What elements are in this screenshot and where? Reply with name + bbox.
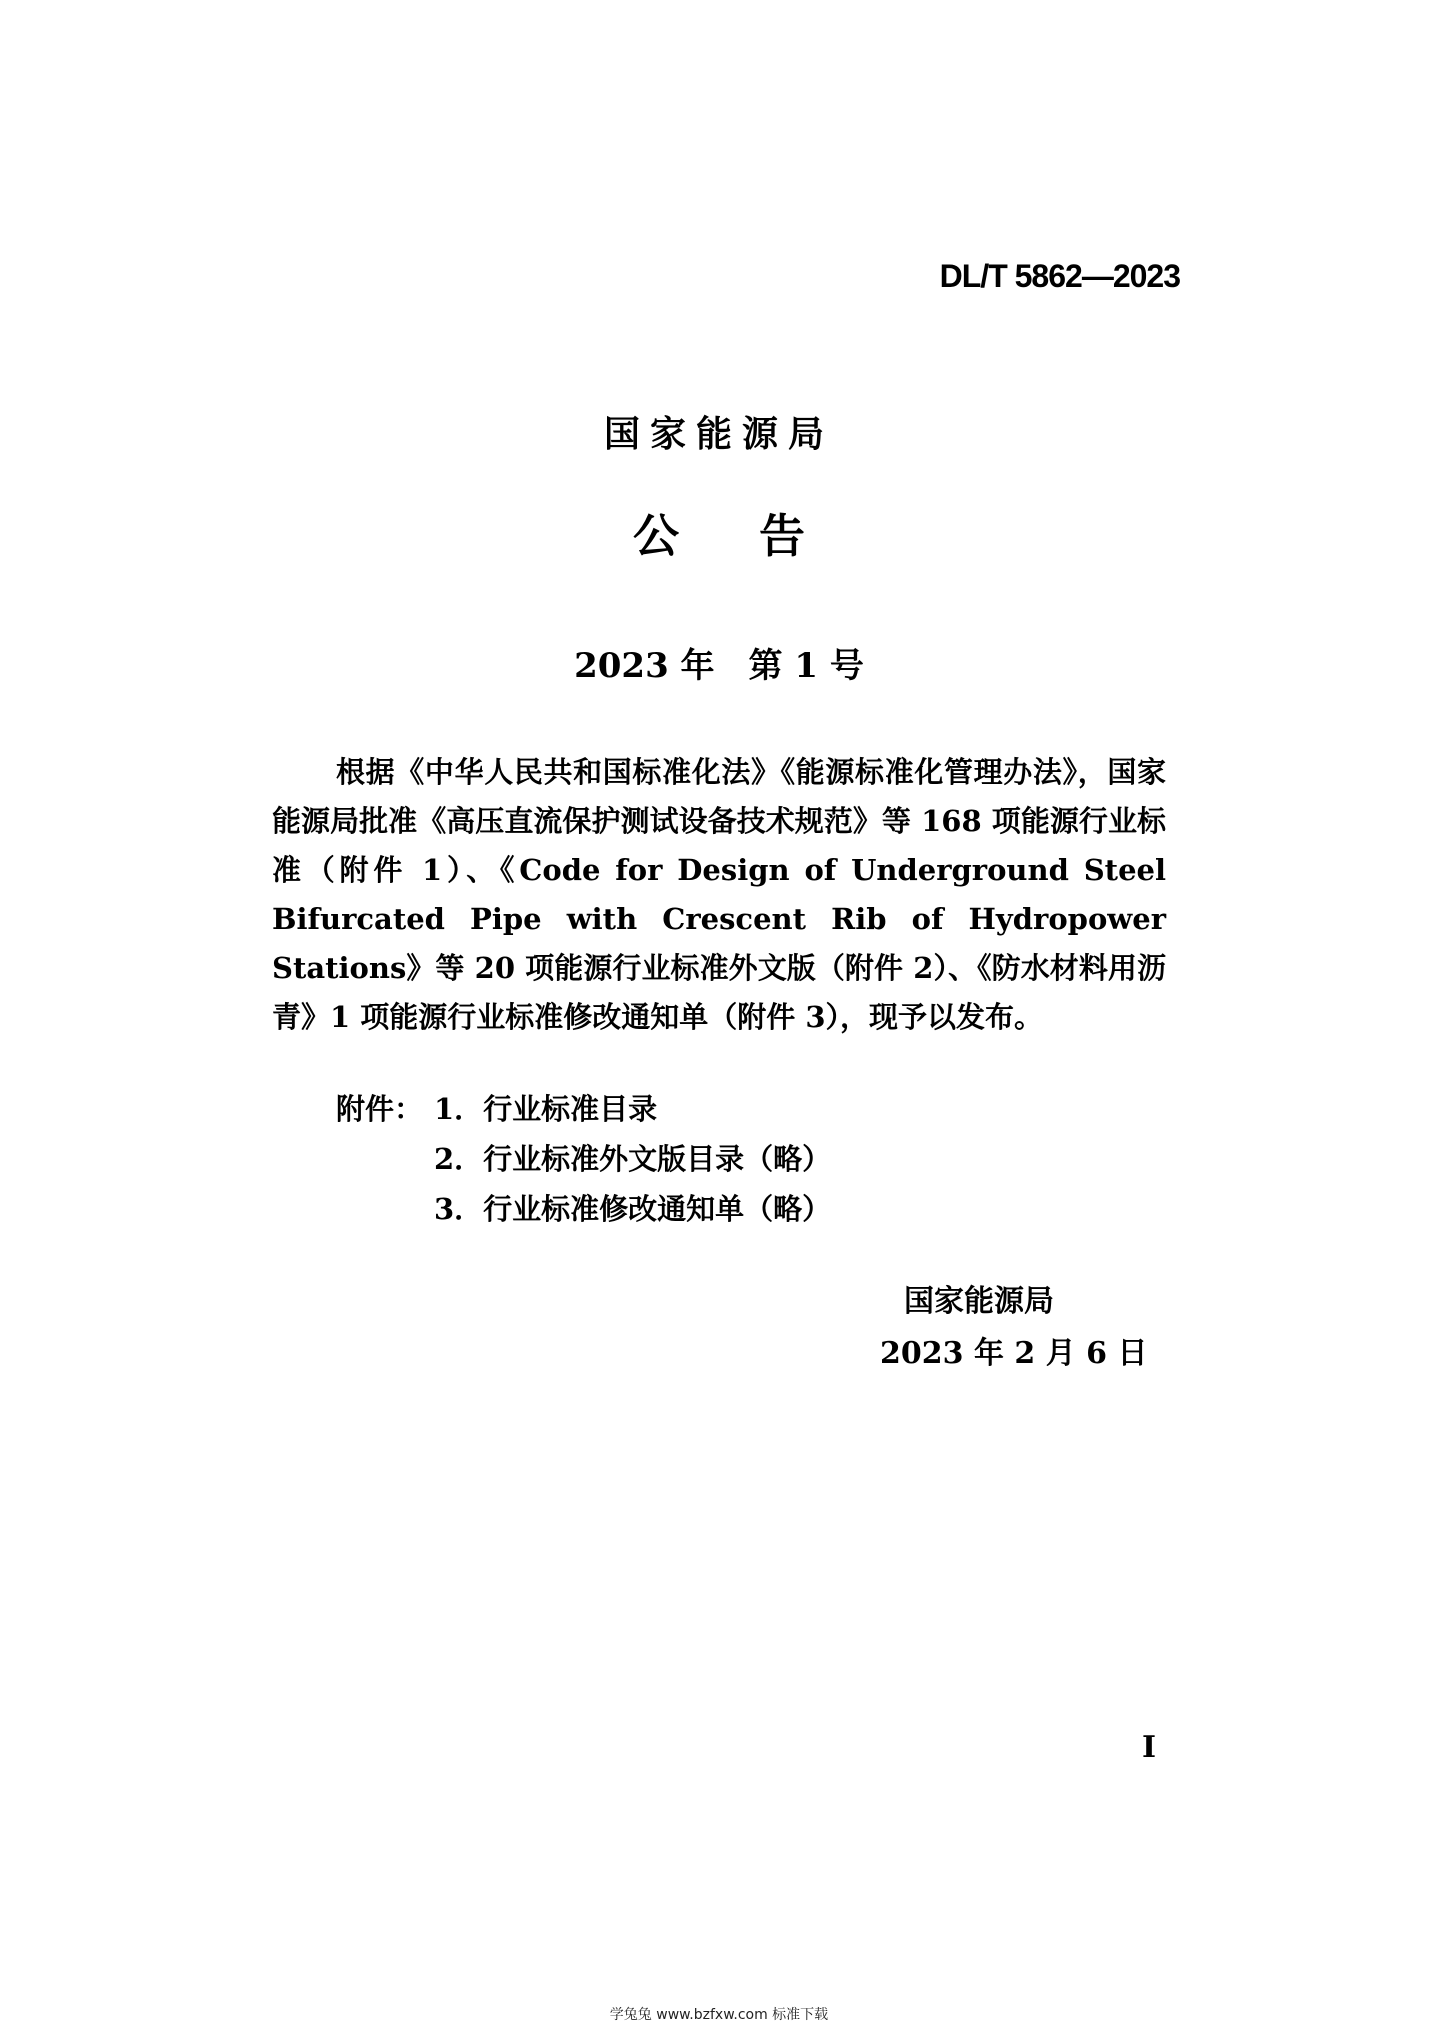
document-type-title: 公告 [633,509,885,563]
announcement-body-paragraph: 根据《中华人民共和国标准化法》《能源标准化管理办法》，国家能源局批准《高压直流保护测试设备技术规范》等 168 项能源行业标准（附件 1）、《Code for Design of Underground Steel Bifurcated Pipe with Crescent Rib of Hydropower Stations》等 20 项能源行业标准外文版（附件 2）、《防水材料用沥青》1 项能源行业标准修改通知单（附件 3），现予以发布。 [272,755,1166,1034]
attachment-item [336,1084,831,1134]
attachment-item-text: 3．行业标准修改通知单（略） [434,1192,832,1226]
attachment-item [336,1134,831,1184]
issuer-heading: 国家能源局 [603,414,834,455]
attachments-list [336,1084,831,1234]
attachment-item [336,1184,831,1234]
standard-code: DL/T 5862—2023 [939,258,1180,294]
announcement-number: 2023 年 第 1 号 [574,646,864,686]
page-number: I [1142,1730,1157,1765]
signature-block [880,1276,1147,1380]
attachment-item-text: 1．行业标准目录 [434,1092,658,1126]
attachments-label: 附件： [336,1092,424,1126]
footer-watermark: 学兔兔 www.bzfxw.com 标准下载 [609,2007,829,2023]
signature-organization: 国家能源局 [904,1284,1054,1319]
signature-date: 2023 年 2 月 6 日 [880,1336,1148,1371]
attachment-item-text: 2．行业标准外文版目录（略） [434,1142,832,1176]
